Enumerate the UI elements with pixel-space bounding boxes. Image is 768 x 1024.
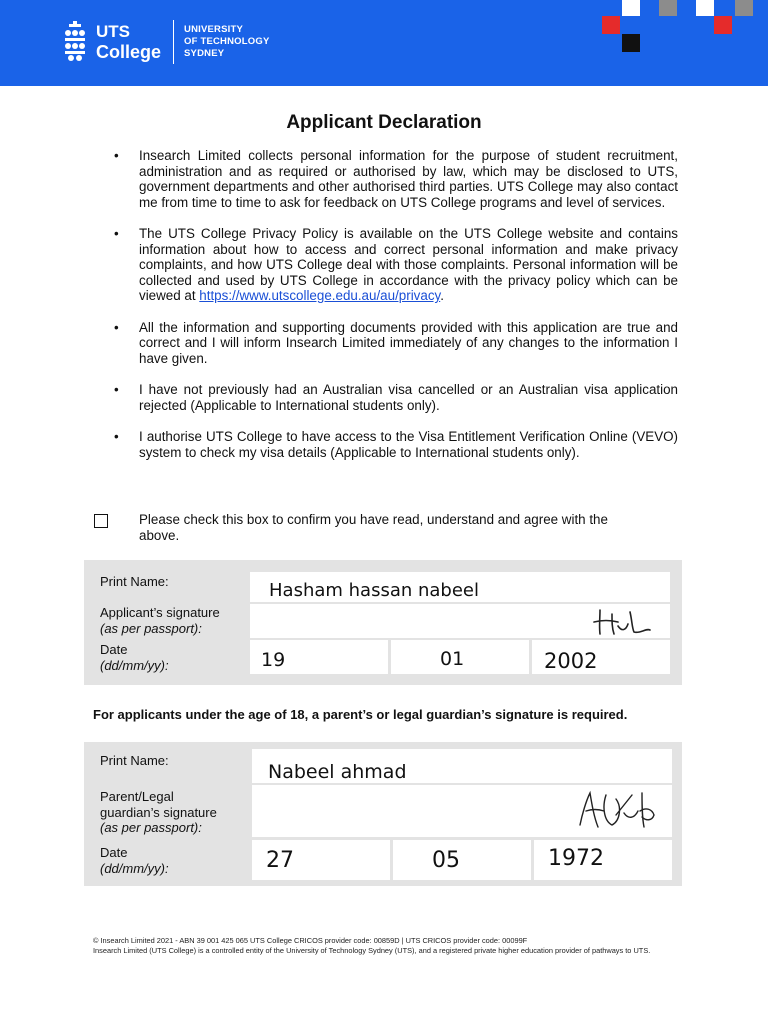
- declaration-list: [114, 148, 678, 476]
- bullet-icon: •: [114, 148, 119, 163]
- guardian-signature-field[interactable]: [252, 785, 672, 837]
- declaration-text-end: .: [440, 288, 444, 303]
- guardian-date-label: [100, 845, 169, 876]
- uts-college-logo: [62, 20, 269, 64]
- decor-square: [735, 0, 753, 16]
- declaration-item: [114, 320, 678, 367]
- date-label-text: Date: [100, 845, 128, 860]
- guardian-panel: [84, 742, 682, 886]
- uni-line-2: OF TECHNOLOGY: [184, 36, 270, 47]
- signature-sub-text: (as per passport):: [100, 620, 202, 636]
- date-sub-text: (dd/mm/yy):: [100, 860, 169, 876]
- footer-line-1: © Insearch Limited 2021 - ABN 39 001 425 065 UTS College CRICOS provider code: 00859D | UTS CRICOS provider code: 00099F: [93, 936, 528, 945]
- guardian-day-value: 27: [266, 848, 294, 873]
- uts-crest-icon: [62, 21, 88, 63]
- decor-square: [622, 34, 640, 52]
- confirm-checkbox[interactable]: [94, 514, 108, 528]
- header-bar: [0, 0, 768, 86]
- declaration-text: The UTS College Privacy Policy is available on the UTS College website and contains information about how to access and correct personal information and make privacy complaints, and how UTS College deal with those complaints. Personal information will be collected and used by UTS College in accordance with the privacy policy which can be viewed at: [139, 226, 678, 303]
- decor-square: [622, 0, 640, 16]
- declaration-text: I have not previously had an Australian visa cancelled or an Australian visa application rejected (Applicable to International students only).: [139, 382, 678, 413]
- brand-line-2: College: [96, 42, 162, 62]
- bullet-icon: •: [114, 226, 119, 241]
- page-title: Applicant Declaration: [286, 112, 482, 133]
- signature-label-text: guardian’s signature: [100, 804, 217, 820]
- guardian-year-value: 1972: [548, 846, 604, 871]
- decor-square: [696, 0, 714, 16]
- uni-line-3: SYDNEY: [184, 48, 225, 59]
- guardian-signature-drawing: [572, 785, 662, 837]
- university-name: [184, 24, 269, 60]
- applicant-signature-field[interactable]: [250, 604, 670, 638]
- applicant-signature-label: [100, 605, 220, 636]
- declaration-text: All the information and supporting documents provided with this application are true and correct and I will inform Insearch Limited immediately of any changes to the information I have given.: [139, 319, 678, 366]
- applicant-date-label: [100, 642, 169, 673]
- footer-line-2: Insearch Limited (UTS College) is a controlled entity of the University of Technology Sydney (UTS), and a registered private higher education provider of pathways to UTS.: [93, 946, 651, 955]
- privacy-policy-link[interactable]: https://www.utscollege.edu.au/au/privacy: [199, 288, 441, 303]
- bullet-icon: •: [114, 382, 119, 397]
- applicant-panel: [84, 560, 682, 685]
- guardian-name-value: Nabeel ahmad: [268, 761, 407, 783]
- signature-label-text: Applicant’s signature: [100, 605, 220, 620]
- declaration-item: [114, 148, 678, 210]
- applicant-year-value: 2002: [544, 649, 598, 673]
- date-sub-text: (dd/mm/yy):: [100, 657, 169, 673]
- declaration-item: [114, 429, 678, 460]
- guardian-print-name-label: Print Name:: [100, 753, 169, 768]
- bullet-icon: •: [114, 319, 119, 335]
- guardian-notice: For applicants under the age of 18, a parent’s or legal guardian’s signature is required.: [93, 707, 628, 722]
- signature-sub-text: (as per passport):: [100, 820, 202, 835]
- footer: [93, 936, 683, 956]
- guardian-month-value: 05: [432, 848, 460, 873]
- decor-square: [659, 0, 677, 16]
- applicant-month-value: 01: [440, 648, 465, 670]
- brand-line-1: UTS: [96, 22, 130, 41]
- confirm-row: [94, 512, 634, 544]
- declaration-text: Insearch Limited collects personal information for the purpose of student recruitment, administration and as required or authorised by law, which may be disclosed to UTS, government departments and other authorised third parties. UTS College may also contact me from time to time to ask for feedback on UTS College programs and level of services.: [139, 148, 678, 210]
- logo-divider: [173, 20, 174, 64]
- guardian-month-field[interactable]: [393, 840, 531, 880]
- confirm-label: Please check this box to confirm you have read, understand and agree with the above.: [139, 512, 608, 543]
- declaration-item: [114, 382, 678, 413]
- applicant-signature-drawing: [588, 604, 658, 638]
- applicant-print-name-label: Print Name:: [100, 574, 169, 589]
- bullet-icon: •: [114, 429, 119, 444]
- decor-square: [602, 16, 620, 34]
- signature-label-text: Parent/Legal: [100, 789, 174, 804]
- decor-square: [714, 16, 732, 34]
- applicant-name-value: Hasham hassan nabeel: [269, 580, 480, 601]
- applicant-day-value: 19: [261, 649, 286, 671]
- uni-line-1: UNIVERSITY: [184, 24, 244, 35]
- guardian-signature-label: [100, 789, 217, 836]
- declaration-text: I authorise UTS College to have access to the Visa Entitlement Verification Online (VEVO) system to check my visa details (Applicable to International students only).: [139, 429, 678, 460]
- declaration-item: [114, 226, 678, 304]
- date-label-text: Date: [100, 642, 128, 657]
